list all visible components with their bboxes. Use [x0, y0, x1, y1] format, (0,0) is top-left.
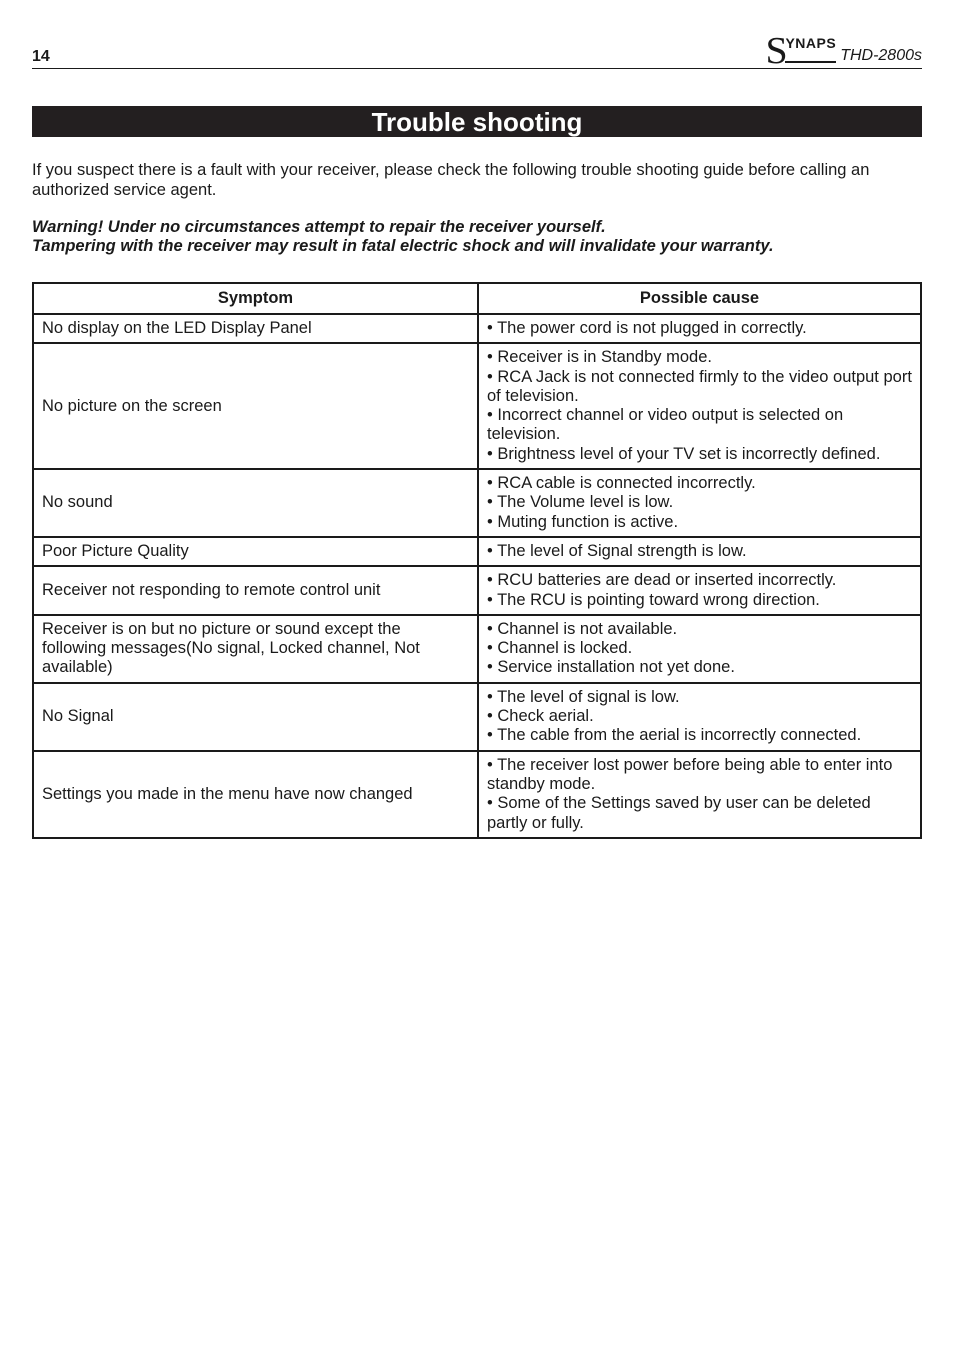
table-row [33, 343, 921, 469]
cause-item: • Muting function is active. [487, 512, 679, 531]
column-header-cause: Possible cause [478, 283, 921, 314]
cause-item: • Channel is locked. [487, 639, 633, 658]
table-row [33, 537, 921, 566]
symptom-cell: No sound [33, 469, 478, 537]
page-number: 14 [32, 48, 50, 65]
cause-item: • Receiver is in Standby mode. [487, 348, 712, 367]
synaps-logo [765, 30, 837, 72]
symptom-cell: Poor Picture Quality [33, 537, 478, 566]
cause-item: • Service installation not yet done. [487, 658, 735, 677]
cause-item: • RCU batteries are dead or inserted incorrectly. [487, 571, 837, 590]
page-header [32, 30, 922, 72]
intro-paragraph: If you suspect there is a fault with your receiver, please check the following trouble shooting guide before calling an authorized service agent. [32, 161, 870, 199]
cause-item: • The power cord is not plugged in correctly. [487, 319, 807, 337]
cause-item: • RCA cable is connected incorrectly. [487, 474, 756, 493]
cause-cell [478, 537, 921, 566]
cause-item: • Check aerial. [487, 707, 594, 726]
symptom-cell: No display on the LED Display Panel [33, 314, 478, 343]
logo-text: YNAPS [785, 35, 836, 63]
symptom-cell: No Signal [33, 683, 478, 751]
warning-line: Warning! Under no circumstances attempt to repair the receiver yourself. [32, 218, 606, 236]
cause-item: • Some of the Settings saved by user can be deleted partly or fully. [487, 794, 871, 832]
brand [765, 30, 922, 72]
cause-item: • The level of Signal strength is low. [487, 541, 747, 560]
trouble-shooting-table [32, 282, 922, 839]
cause-item: • Brightness level of your TV set is incorrectly defined. [487, 444, 881, 463]
table-header-row [33, 283, 921, 314]
table-row [33, 615, 921, 683]
symptom-cell: Receiver is on but no picture or sound except the following messages(No signal, Locked channel, Not available) [33, 615, 478, 683]
cause-cell [478, 343, 921, 469]
cause-item: • The cable from the aerial is incorrectly connected. [487, 726, 862, 745]
cause-item: • Incorrect channel or video output is selected on television. [487, 406, 844, 444]
table-row [33, 469, 921, 537]
section-title: Trouble shooting [32, 106, 922, 137]
cause-cell [478, 314, 921, 343]
symptom-cell: Settings you made in the menu have now changed [33, 751, 478, 838]
symptom-cell: Receiver not responding to remote control unit [33, 566, 478, 615]
cause-cell [478, 566, 921, 615]
cause-cell [478, 615, 921, 683]
cause-item: • The receiver lost power before being able to enter into standby mode. [487, 755, 893, 793]
table-row [33, 683, 921, 751]
model-name: THD-2800s [840, 47, 922, 64]
symptom-cell: No picture on the screen [33, 343, 478, 469]
cause-item: • The Volume level is low. [487, 493, 674, 512]
table-row [33, 566, 921, 615]
cause-cell [478, 683, 921, 751]
cause-cell [478, 751, 921, 838]
cause-item: • RCA Jack is not connected firmly to the video output port of television. [487, 367, 912, 405]
cause-cell [478, 469, 921, 537]
cause-item: • The level of signal is low. [487, 687, 680, 706]
warning-line: Tampering with the receiver may result in fatal electric shock and will invalidate your warranty. [32, 237, 774, 255]
warning-text [32, 218, 932, 256]
column-header-symptom: Symptom [33, 283, 478, 314]
table-row [33, 314, 921, 343]
cause-item: • The RCU is pointing toward wrong direction. [487, 590, 820, 609]
table-body [33, 314, 921, 838]
table-row [33, 751, 921, 838]
logo-initial: S [765, 30, 788, 72]
cause-item: • Channel is not available. [487, 619, 678, 638]
